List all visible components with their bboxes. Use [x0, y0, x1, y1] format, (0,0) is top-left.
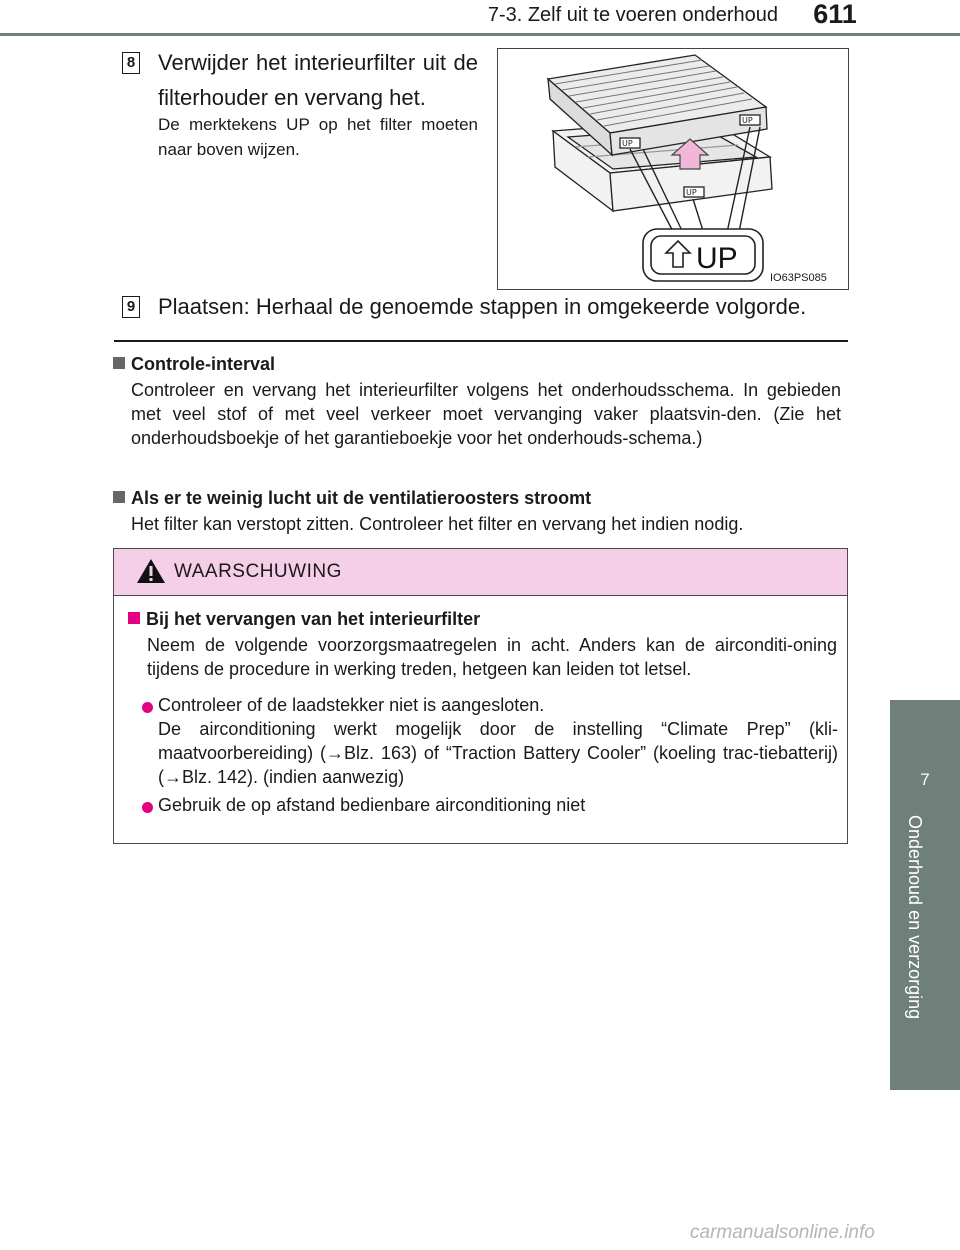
bullet-dot-icon — [142, 702, 153, 713]
warning-box — [113, 548, 848, 844]
section-title: 7-3. Zelf uit te voeren onderhoud — [487, 4, 778, 26]
warning-bullet-2: Gebruik de op afstand bedienbare airconditioning niet — [158, 795, 586, 815]
chapter-number: 7 — [920, 770, 930, 789]
bullet-dot-icon — [142, 802, 153, 813]
warning-triangle-icon — [136, 557, 166, 585]
filter-illustration — [497, 48, 849, 290]
chapter-tab — [890, 700, 960, 1090]
chapter-title: Onderhoud en verzorging — [905, 815, 925, 1020]
warning-title: WAARSCHUWING — [174, 561, 342, 582]
up-callout-label: UP — [696, 242, 738, 275]
step-9-text: Plaatsen: Herhaal de genoemde stappen in omgekeerde volgorde. — [158, 294, 807, 319]
watermark: carmanualsonline.info — [690, 1222, 875, 1243]
square-bullet-icon — [113, 357, 125, 369]
svg-text:UP: UP — [622, 139, 633, 148]
page-number: 611 — [813, 0, 857, 29]
step-8-note: De merktekens UP op het filter moeten naar boven wijzen. — [158, 115, 478, 159]
warning-header — [114, 549, 847, 596]
up-callout — [643, 229, 763, 281]
warning-body: Neem de volgende voorzorgsmaatregelen in acht. Anders kan de airconditi-oning tijdens de procedure in werking treden, hetgeen kan leiden tot letsel. — [147, 635, 837, 679]
warning-subheading: Bij het vervangen van het interieurfilter — [128, 607, 480, 631]
square-bullet-icon — [113, 491, 125, 503]
header-rule — [0, 33, 960, 36]
square-bullet-icon — [128, 612, 140, 624]
section-heading-interval: Controle-interval — [113, 352, 275, 376]
section-body-interval: Controleer en vervang het interieurfilter volgens het onderhoudsschema. In gebieden met veel stof of met veel verkeer moet vervanging vaker plaatsvin-den. (Zie het onderhoudsboekje of het garantieboekje voor het onderhouds-schema.) — [131, 380, 841, 448]
filter-drawing — [498, 49, 848, 289]
step-8-text: Verwijder het interieurfilter uit de filterhouder en vervang het. — [158, 50, 478, 110]
section-divider — [114, 340, 848, 342]
section-heading-airflow: Als er te weinig lucht uit de ventilatieroosters stroomt — [113, 486, 591, 510]
section-body-airflow: Het filter kan verstopt zitten. Controleer het filter en vervang het indien nodig. — [131, 514, 744, 534]
step-number-9: 9 — [122, 296, 140, 318]
step-number-8: 8 — [122, 52, 140, 74]
svg-text:UP: UP — [686, 188, 697, 197]
figure-code: IO63PS085 — [770, 272, 827, 284]
svg-text:UP: UP — [742, 116, 753, 125]
warning-bullet-1: Controleer of de laadstekker niet is aangesloten. De airconditioning werkt mogelijk door de instelling “Climate Prep” (kli-maatvoorbereiding) (→Blz. 163) of “Traction Battery Cooler” (koeling trac-tiebatterij) (→Blz. 142). (indien aanwezig) — [158, 695, 838, 787]
